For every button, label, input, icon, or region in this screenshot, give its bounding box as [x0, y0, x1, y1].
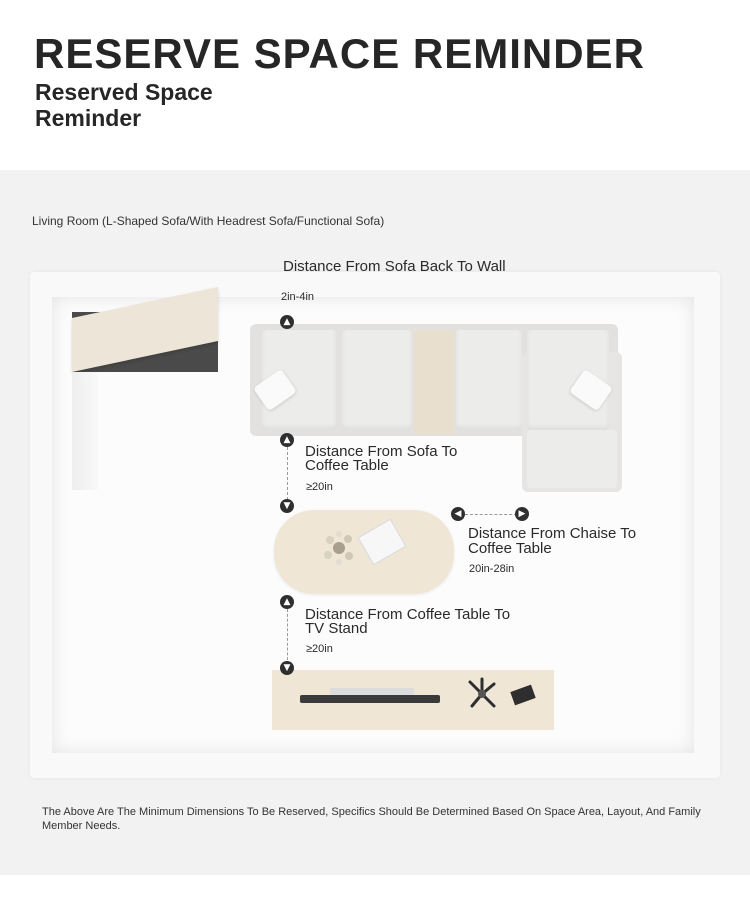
dimension-line: [287, 447, 288, 505]
chevron-right-icon: ▶: [515, 507, 529, 521]
footer-note: The Above Are The Minimum Dimensions To Be Reserved, Specifics Should Be Determined Based On Space Area, Layout, And Family Member Needs.: [42, 806, 701, 832]
chaise-to-table-value: 20in-28in: [469, 563, 515, 575]
chevron-up-icon: ▲: [280, 433, 294, 447]
sofa-to-wall-label: Distance From Sofa Back To Wall: [283, 258, 506, 275]
chevron-down-icon: ▼: [280, 661, 294, 675]
plant-icon: [464, 676, 500, 712]
chaise-seat: [527, 430, 617, 488]
room-caption: Living Room (L-Shaped Sofa/With Headrest Sofa/Functional Sofa): [32, 214, 385, 228]
chevron-up-icon: ▲: [280, 315, 294, 329]
chaise-to-table-label-line1: Distance From Chaise To: [468, 525, 637, 542]
chevron-up-icon: ▲: [280, 595, 294, 609]
sofa-to-table-label-line2: Coffee Table: [305, 457, 389, 474]
dimension-line: [287, 609, 288, 665]
table-to-tv-value: ≥20in: [306, 643, 333, 655]
sofa-to-wall-value: 2in-4in: [281, 291, 315, 303]
chaise-to-table-label-line2: Coffee Table: [468, 540, 552, 557]
tv: [300, 695, 440, 703]
sofa-seat: [342, 330, 412, 430]
page-subtitle: Reserved Space Reminder: [35, 79, 213, 131]
window-light: [72, 372, 98, 490]
sofa-side-table: [414, 330, 454, 434]
chevron-left-icon: ◀: [451, 507, 465, 521]
table-to-tv-label-line2: TV Stand: [305, 620, 368, 637]
sofa-to-table-value: ≥20in: [306, 481, 333, 493]
page-title: RESERVE SPACE REMINDER: [34, 30, 645, 77]
chevron-down-icon: ▼: [280, 499, 294, 513]
table-to-tv-label-line1: Distance From Coffee Table To: [305, 606, 511, 623]
sofa-seat: [456, 330, 522, 430]
sofa-to-table-label-line1: Distance From Sofa To: [305, 443, 458, 460]
dimension-line: [465, 514, 517, 515]
flower-vase-icon: [318, 528, 360, 568]
coffee-table: [274, 510, 454, 594]
